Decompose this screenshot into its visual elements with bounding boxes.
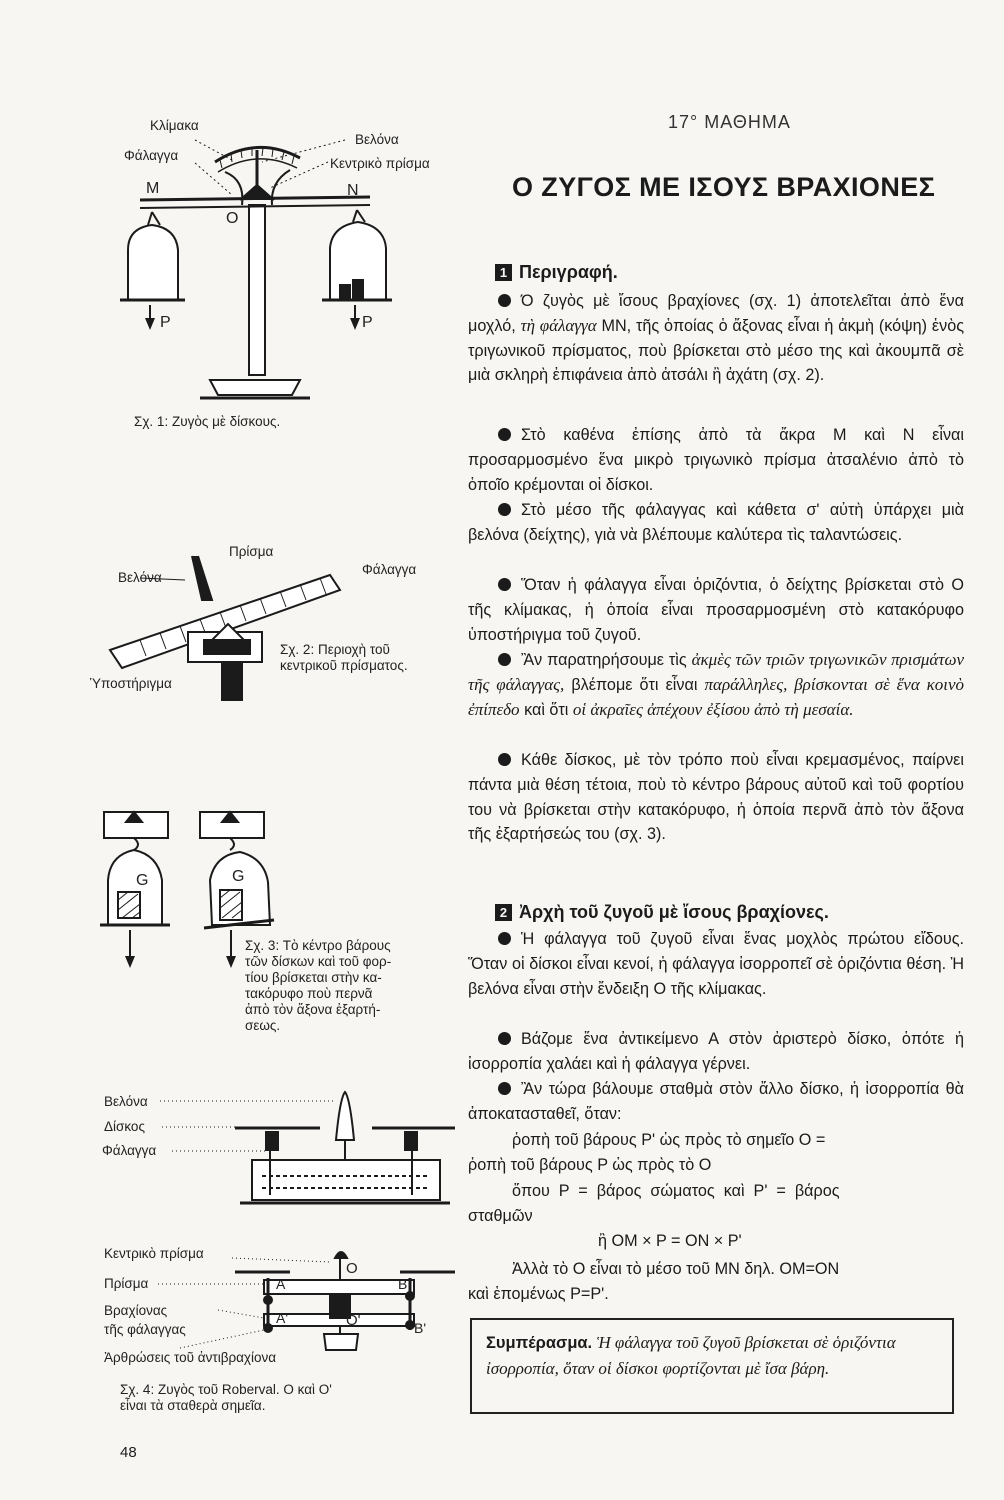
text-run: Ἂν παρατηρήσουμε τὶς: [521, 651, 687, 669]
fig4-label-arms-line-2: τῆς φάλαγγας: [104, 1322, 186, 1337]
fig3-caption-line-1: Σχ. 3: Τὸ κέντρο βάρους: [245, 938, 391, 953]
fig4-label-beam: Φάλαγγα: [102, 1143, 157, 1158]
fig1-label-beam: Φάλαγγα: [124, 148, 179, 163]
section-2-number: 2: [495, 904, 512, 921]
section-1-paragraph-6: [468, 748, 964, 847]
bullet-icon: [498, 428, 511, 441]
text-run: Κάθε δίσκος, μὲ τὸν τρόπο ποὺ εἶναι κρεμασμένος, παίρνει πάντα μιὰ θέση τέτοια, ποὺ τὸ κέντρο βάρους αὐτοῦ καὶ τοῦ φορτίου του νὰ βρίσκεται στὴν κατακόρυφο, ἡ ὁποία περνᾶ ἀπὸ τὸν ἄξονα τῆς ἐξαρτήσεώς του (σχ. 3).: [468, 751, 964, 844]
bullet-icon: [498, 932, 511, 945]
fig3-caption-line-6: σεως.: [245, 1018, 281, 1033]
fig2-caption-line-2: κεντρικοῦ πρίσματος.: [280, 658, 408, 673]
equation-line-2: ῥοπὴ τοῦ βάρους Ρ ὡς πρὸς τὸ Ο: [468, 1156, 712, 1174]
fig2-caption-line-1: Σχ. 2: Περιοχὴ τοῦ: [280, 642, 390, 657]
equation-line-3: ὅπου Ρ = βάρος σώματος καὶ Ρ' = βάρος: [512, 1182, 840, 1200]
fig1-label-needle: Βελόνα: [355, 132, 399, 147]
equation-line-4: σταθμῶν: [468, 1207, 533, 1225]
fig1-label-P-left: P: [160, 314, 171, 331]
section-1-paragraph-2: [468, 423, 964, 497]
figure-4-roberval-mechanism: [0, 0, 470, 1360]
section-2-paragraph-3: [468, 1077, 964, 1127]
section-1-title: Περιγραφή.: [519, 262, 618, 282]
fig4-label-A: A: [276, 1276, 286, 1292]
lesson-number: 17° ΜΑΘΗΜΑ: [668, 112, 791, 132]
section-1-paragraph-1: [468, 289, 964, 388]
section-1-paragraph-5: [468, 648, 964, 722]
bullet-icon: [498, 653, 511, 666]
fig4-label-B: B: [398, 1276, 408, 1292]
fig1-label-scale: Κλίμακα: [150, 118, 199, 133]
text-run: βλέπομε ὅτι εἶναι: [571, 675, 698, 694]
section-1-heading: [495, 262, 618, 283]
fig4-label-A-prime: A': [276, 1310, 289, 1326]
fig4-label-needle: Βελόνα: [104, 1094, 148, 1109]
fig3-caption-line-5: ἀπὸ τὸν ἄξονα ἐξαρτή-: [245, 1002, 381, 1017]
bullet-icon: [498, 503, 511, 516]
fig3-caption-line-3: τίου βρίσκεται στὴν κα-: [245, 970, 382, 985]
section-2-paragraph-1: [468, 927, 964, 1001]
text-run-italic: οἱ ἀκραῖες ἀπέχουν ἐξίσου ἀπὸ τὴ μεσαία.: [572, 699, 854, 719]
fig3-label-G-left: G: [136, 872, 149, 889]
fig3-caption-line-2: τῶν δίσκων καὶ τοῦ φορ-: [245, 954, 392, 969]
conclusion-box: [470, 1318, 954, 1414]
section-2-title: Ἀρχὴ τοῦ ζυγοῦ μὲ ἴσους βραχίονες.: [519, 902, 829, 922]
text-run-italic: ἀκμὲς τῶν τριῶν τριγωνικῶν πρισμάτων τῆς φάλαγγας,: [468, 650, 964, 694]
text-run: καὶ ὅτι: [524, 700, 569, 719]
page-title: Ο ΖΥΓΟΣ ΜΕ ΙΣΟΥΣ ΒΡΑΧΙΟΝΕΣ: [512, 172, 936, 202]
fig4-caption-line-1: Σχ. 4: Ζυγὸς τοῦ Roberval. Ο καὶ Ο': [120, 1382, 332, 1397]
section-2-heading: [495, 902, 829, 923]
fig4-label-prism: Πρίσμα: [104, 1276, 149, 1291]
fig2-label-prism: Πρίσμα: [229, 544, 274, 559]
text-run: Ὅταν ἡ φάλαγγα εἶναι ὁριζόντια, ὁ δείχτης βρίσκεται στὸ Ο τῆς κλίμακας, ἡ ὁποία εἶναι προσαρμοσμένη στὸ κατακόρυφο ὑποστήριγμα τοῦ ζυγοῦ.: [468, 576, 964, 644]
fig4-label-B-prime: B': [414, 1320, 427, 1336]
page-number: 48: [120, 1444, 137, 1461]
fig2-label-beam: Φάλαγγα: [362, 562, 417, 577]
section-2-paragraph-2: [468, 1027, 964, 1077]
equation-line-1: ῥοπὴ τοῦ βάρους Ρ' ὡς πρὸς τὸ σημεῖο Ο =: [512, 1131, 826, 1149]
fig1-caption: Σχ. 1: Ζυγὸς μὲ δίσκους.: [134, 414, 281, 429]
fig4-label-central-prism: Κεντρικὸ πρίσμα: [104, 1246, 204, 1261]
bullet-icon: [498, 753, 511, 766]
equation-line-6: Ἀλλὰ τὸ Ο εἶναι τὸ μέσο τοῦ ΜΝ δηλ. ΟΜ=ΟΝ: [512, 1260, 840, 1278]
fig4-label-joints: Ἀρθρώσεις τοῦ ἀντιβραχίονα: [104, 1350, 277, 1365]
section-1-paragraph-4: [468, 573, 964, 647]
fig2-label-support: Ὑποστήριγμα: [90, 676, 172, 691]
fig3-label-G-right: G: [232, 868, 245, 885]
fig4-label-O: O: [346, 1260, 358, 1277]
text-run-italic: τὴ φάλαγγα: [520, 315, 597, 335]
text-run: Ἡ φάλαγγα τοῦ ζυγοῦ εἶναι ἕνας μοχλὸς πρώτου εἴδους. Ὅταν οἱ δίσκοι εἶναι κενοί, ἡ φάλαγγα ἰσορροπεῖ σὲ ὁριζόντια θέση. Ἡ βελόνα εἶναι στὴν ἔνδειξη Ο τῆς κλίμακας.: [468, 930, 964, 998]
fig1-label-N: Ν: [347, 182, 359, 199]
fig2-label-needle: Βελόνα: [118, 570, 162, 585]
text-run: Βάζομε ἕνα ἀντικείμενο Α στὸν ἀριστερὸ δίσκο, ὁπότε ἡ ἰσορροπία χαλάει καὶ ἡ φάλαγγα γέρνει.: [468, 1030, 964, 1073]
conclusion-text: Ἡ φάλαγγα τοῦ ζυγοῦ βρίσκεται σὲ ὁριζόντια ἰσορροπία, ὅταν οἱ δίσκοι φορτίζονται μὲ ἴσα βάρη.: [486, 1333, 896, 1378]
fig1-label-M: Μ: [146, 180, 160, 197]
text-run: Στὸ καθένα ἐπίσης ἀπὸ τὰ ἄκρα Μ καὶ Ν εἶναι προσαρμοσμένο ἕνα μικρὸ τριγωνικὸ πρίσμα ἀτσαλένιο ἀπὸ τὸ ὁποῖο κρέμονται οἱ δίσκοι.: [468, 426, 964, 494]
fig4-label-O-prime: O': [346, 1312, 361, 1329]
fig4-label-disk: Δίσκος: [104, 1119, 145, 1134]
text-run-italic: παράλληλες, βρίσκονται σὲ ἕνα κοινὸ ἐπίπεδο: [468, 674, 964, 719]
bullet-icon: [498, 294, 511, 307]
text-run: Στὸ μέσο τῆς φάλαγγας καὶ κάθετα σ' αὐτὴ ὑπάρχει μιὰ βελόνα (δείχτης), γιὰ νὰ βλέπουμε καλύτερα τὶς ταλαντώσεις.: [468, 501, 964, 544]
fig1-label-O: Ο: [226, 210, 239, 227]
text-run: Ἂν τώρα βάλουμε σταθμὰ στὸν ἄλλο δίσκο, ἡ ἰσορροπία θὰ ἀποκατασταθεῖ, ὅταν:: [468, 1080, 964, 1123]
fig3-caption-line-4: τακόρυφο ποὺ περνᾶ: [245, 986, 373, 1001]
text-run: Ό ζυγὸς μὲ ἴσους βραχίονες (σχ. 1) ἀποτελεῖται ἀπὸ ἕνα μοχλό,: [468, 292, 964, 335]
bullet-icon: [498, 1032, 511, 1045]
section-1-number: 1: [495, 264, 512, 281]
conclusion-label: Συμπέρασμα.: [486, 1334, 593, 1352]
bullet-icon: [498, 1082, 511, 1095]
section-1-paragraph-3: [468, 498, 964, 548]
fig4-caption-line-2: εἶναι τὰ σταθερὰ σημεῖα.: [120, 1398, 266, 1413]
text-run: ΜΝ, τῆς ὁποίας ὁ ἄξονας εἶναι ἡ ἀκμὴ (κόψη) ἑνὸς τριγωνικοῦ πρίσματος, ποὺ βρίσκεται στὸ μέσο της καὶ ἀκουμπᾶ σὲ μιὰ σκληρὴ ἐπιφάνεια ἀπὸ ἀτσάλι ἢ ἀχάτη (σχ. 2).: [468, 316, 965, 385]
equation-line-5: ἢ ΟΜ × Ρ = ΟΝ × Ρ': [598, 1232, 742, 1250]
fig1-label-prism: Κεντρικὸ πρίσμα: [330, 156, 430, 171]
fig4-label-arms-line-1: Βραχίονας: [104, 1303, 168, 1318]
fig1-label-P-right: P: [362, 314, 373, 331]
bullet-icon: [498, 578, 511, 591]
equation-line-7: καὶ ἑπομένως Ρ=Ρ'.: [468, 1285, 609, 1303]
